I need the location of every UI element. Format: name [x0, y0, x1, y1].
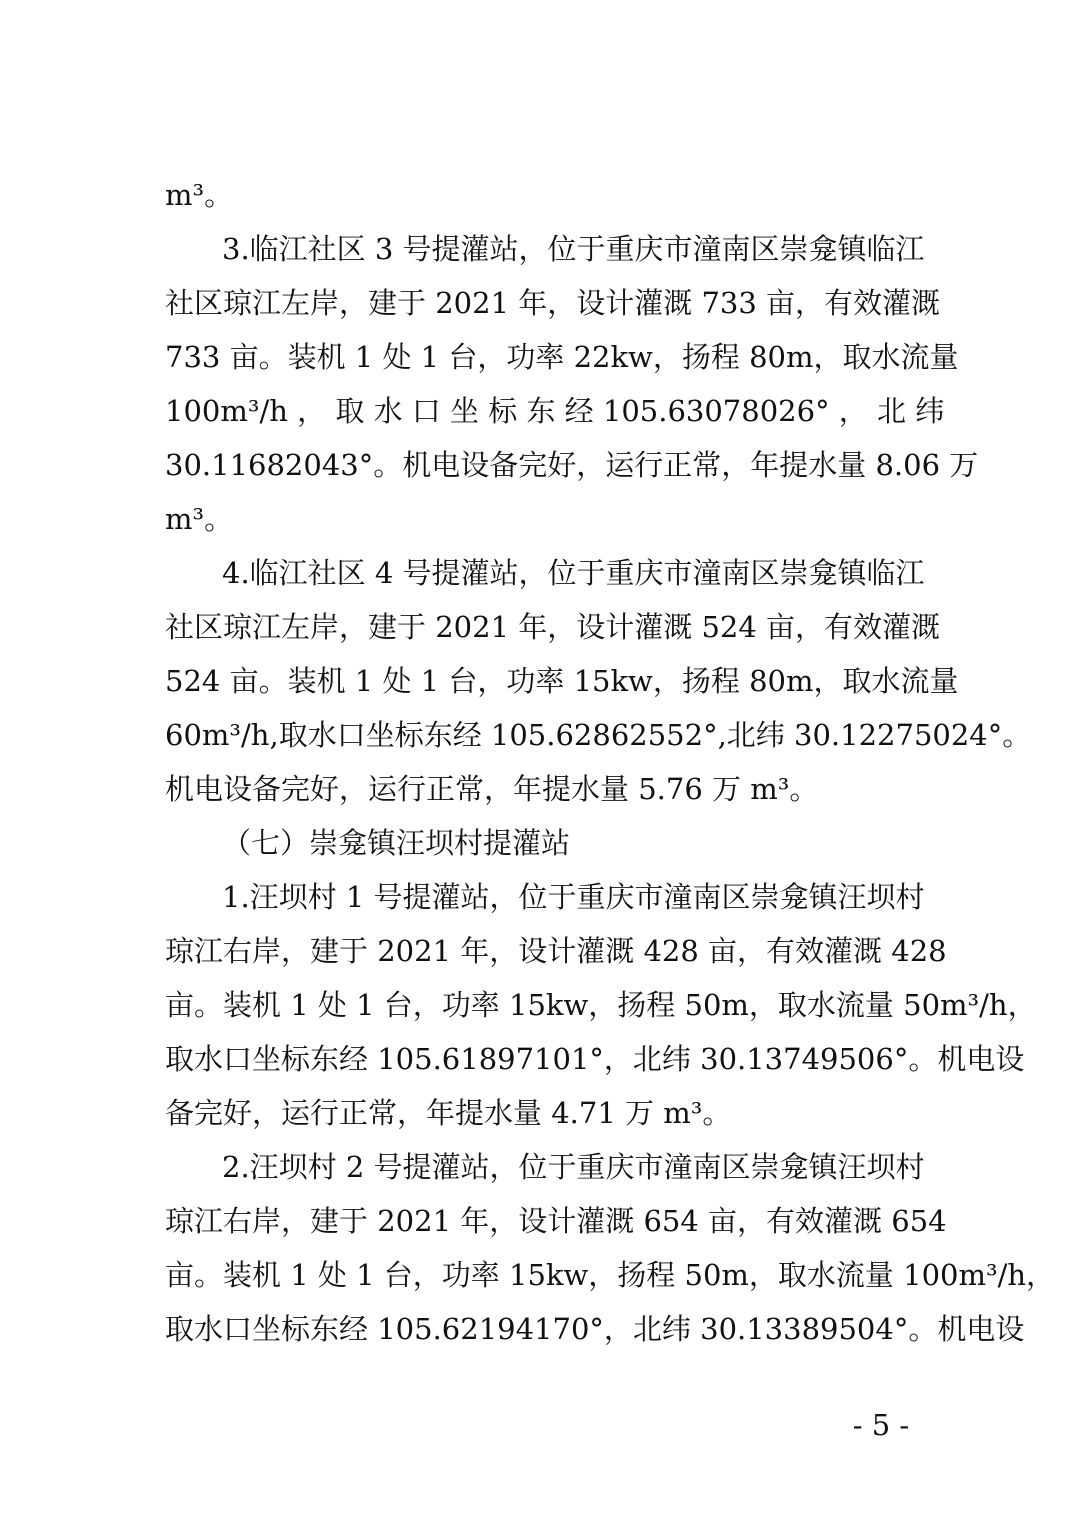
text-line: 亩。装机 1 处 1 台，功率 15kw，扬程 50m，取水流量 50m³/h， [165, 988, 1037, 1022]
text-line: 亩。装机 1 处 1 台，功率 15kw，扬程 50m，取水流量 100m³/h， [165, 1258, 1056, 1292]
paragraph-start: 1.汪坝村 1 号提灌站，位于重庆市潼南区崇龛镇汪坝村 [222, 880, 925, 914]
paragraph-start: 4.临江社区 4 号提灌站，位于重庆市潼南区崇龛镇临江 [222, 556, 925, 590]
page-number: - 5 - [852, 1408, 910, 1442]
text-line: 524 亩。装机 1 处 1 台，功率 15kw，扬程 80m，取水流量 [165, 664, 959, 698]
text-line: 30.11682043°。机电设备完好，运行正常，年提水量 8.06 万 [165, 448, 979, 482]
text-line: 琼江右岸，建于 2021 年，设计灌溉 428 亩，有效灌溉 428 [165, 934, 947, 968]
text-line: 备完好，运行正常，年提水量 4.71 万 m³。 [165, 1096, 732, 1130]
text-line: 社区琼江左岸，建于 2021 年，设计灌溉 524 亩，有效灌溉 [165, 610, 941, 644]
text-line: 机电设备完好，运行正常，年提水量 5.76 万 m³。 [165, 772, 819, 806]
text-line: m³。 [165, 502, 234, 536]
paragraph-start: 2.汪坝村 2 号提灌站，位于重庆市潼南区崇龛镇汪坝村 [222, 1150, 925, 1184]
text-line: 取水口坐标东经 105.62194170°，北纬 30.13389504°。机电设 [165, 1312, 1025, 1346]
section-heading: （七）崇龛镇汪坝村提灌站 [222, 826, 571, 860]
text-line: 琼江右岸，建于 2021 年，设计灌溉 654 亩，有效灌溉 654 [165, 1204, 947, 1238]
text-line: 60m³/h,取水口坐标东经 105.62862552°,北纬 30.12275024°。 [165, 718, 1032, 752]
text-line: 100m³/h ， 取 水 口 坐 标 东 经 105.63078026° ， 北 纬 [165, 394, 945, 428]
text-line: m³。 [165, 178, 234, 212]
paragraph-start: 3.临江社区 3 号提灌站，位于重庆市潼南区崇龛镇临江 [222, 232, 925, 266]
text-line: 733 亩。装机 1 处 1 台，功率 22kw，扬程 80m，取水流量 [165, 340, 959, 374]
text-line: 取水口坐标东经 105.61897101°，北纬 30.13749506°。机电设 [165, 1042, 1025, 1076]
text-line: 社区琼江左岸，建于 2021 年，设计灌溉 733 亩，有效灌溉 [165, 286, 941, 320]
